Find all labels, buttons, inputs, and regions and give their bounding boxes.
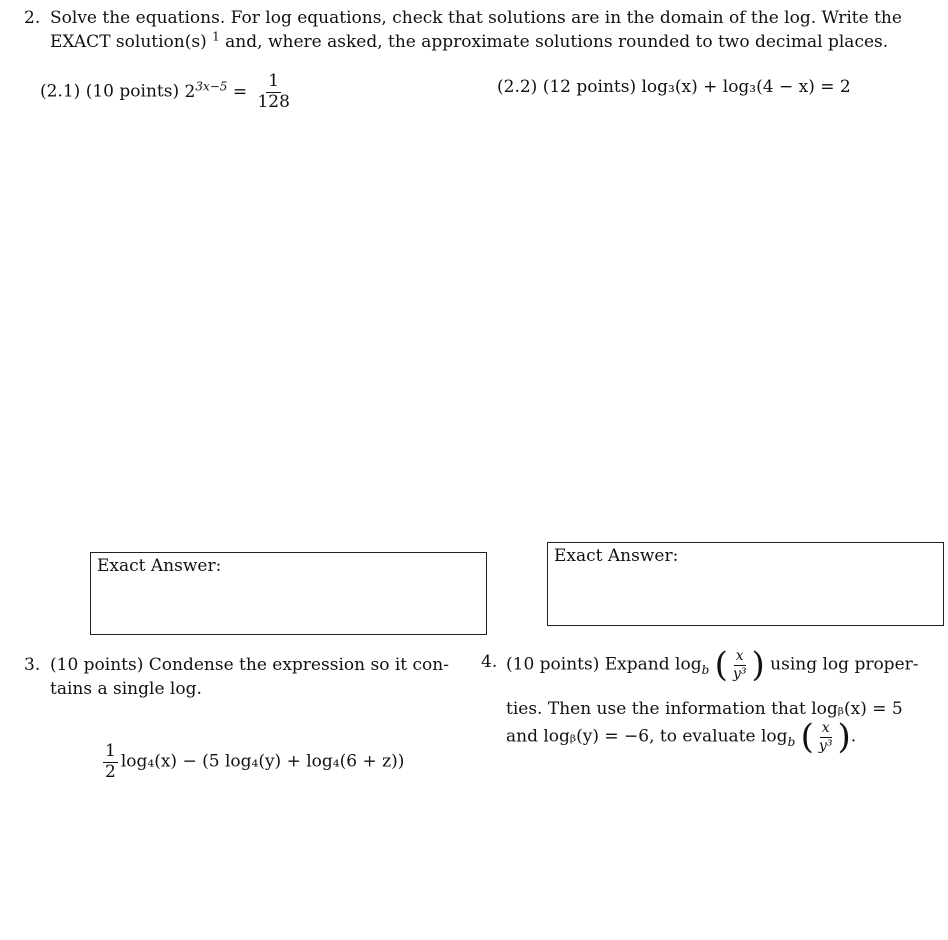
problem-2-2-label: (2.2) xyxy=(497,77,538,97)
problem-4-evaluate-text: and logᵦ(y) = −6, to evaluate xyxy=(506,726,756,747)
answer-box-label: Exact Answer: xyxy=(554,546,679,566)
problem-4-line3 xyxy=(506,717,857,757)
evaluate-numerator: x xyxy=(821,720,830,737)
log-b: log xyxy=(761,726,788,747)
period: . xyxy=(850,726,857,747)
exact-solutions-text: EXACT solution(s) xyxy=(50,32,207,52)
half-numerator: 1 xyxy=(105,741,116,761)
left-paren: ( xyxy=(800,717,814,757)
problem-3-number: 3. xyxy=(24,655,41,675)
evaluate-denominator: y³ xyxy=(818,737,833,754)
right-paren: ) xyxy=(837,717,851,757)
problem-2-2-equation: log₃(x) + log₃(4 − x) = 2 xyxy=(641,77,851,97)
equation-exponent: 3x−5 xyxy=(195,78,228,93)
condense-expression: log₄(x) − (5 log₄(y) + log₄(6 + z)) xyxy=(120,751,405,772)
log-base: b xyxy=(787,734,796,749)
problem-4-line1 xyxy=(506,645,919,685)
equation-equals: = xyxy=(232,81,248,102)
half-denominator: 2 xyxy=(105,761,116,782)
problem-3-expression xyxy=(100,742,404,782)
expand-numerator: x xyxy=(735,648,744,665)
problem-2-1-points: (10 points) xyxy=(85,81,180,102)
problem-2-1-equation xyxy=(184,71,294,112)
answer-box-2-2[interactable] xyxy=(547,542,944,626)
problem-4-line2: ties. Then use the information that logᵦ(x) = 5 xyxy=(506,699,903,719)
problem-3-line1: (10 points) Condense the expression so it con- xyxy=(50,655,449,675)
problem-4-after-expand: using log proper- xyxy=(770,654,919,675)
problem-3-line2: tains a single log. xyxy=(50,679,202,699)
equation-base: 2 xyxy=(184,81,196,102)
problem-2-instructions-line1: Solve the equations. For log equations, check that solutions are in the domain of the log. Write the xyxy=(50,8,902,28)
answer-box-2-1[interactable] xyxy=(90,552,487,635)
problem-2-2 xyxy=(497,77,851,97)
problem-2-number: 2. xyxy=(24,8,41,28)
approx-instructions-text: and, where asked, the approximate solutions rounded to two decimal places. xyxy=(225,32,889,52)
expand-denominator: y³ xyxy=(732,665,747,682)
log-base: b xyxy=(701,662,710,677)
left-paren: ( xyxy=(714,645,728,685)
problem-2-instructions-line2 xyxy=(50,29,889,52)
problem-2-1-label: (2.1) xyxy=(40,81,81,102)
log-b: log xyxy=(675,654,702,675)
answer-box-label: Exact Answer: xyxy=(97,556,222,576)
problem-2-1 xyxy=(40,72,295,112)
fraction-numerator: 1 xyxy=(268,71,280,91)
footnote-mark: 1 xyxy=(212,29,220,44)
problem-4-number: 4. xyxy=(481,652,498,672)
problem-2-2-points: (12 points) xyxy=(542,77,637,97)
right-paren: ) xyxy=(751,645,765,685)
fraction-denominator: 128 xyxy=(257,91,290,112)
problem-4-intro: (10 points) Expand xyxy=(506,654,670,675)
